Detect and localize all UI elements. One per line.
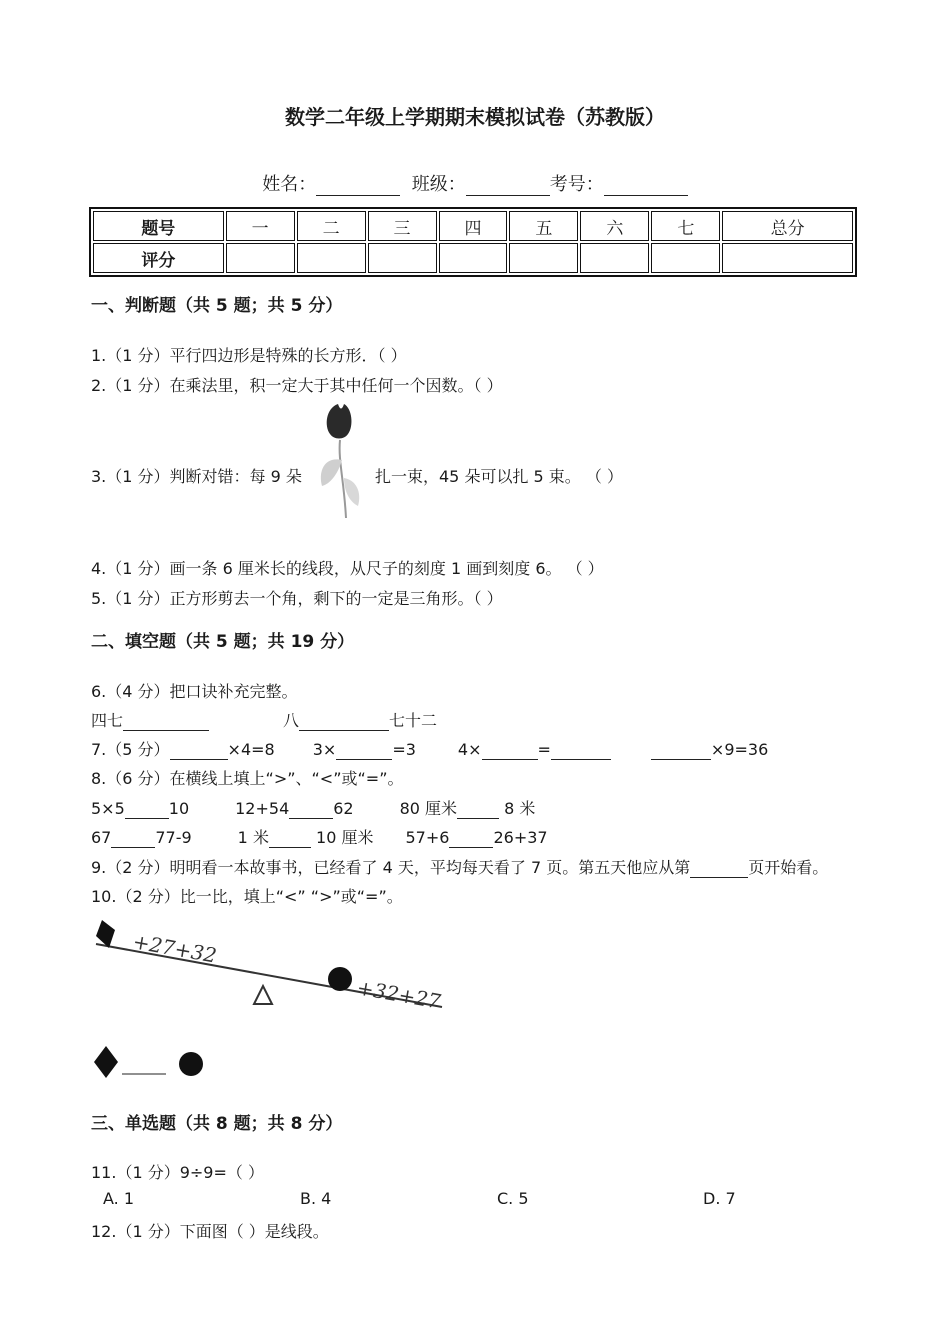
q8-r2-blank-c[interactable] [449, 831, 493, 848]
q8-r2-b-right: 10 厘米 [310, 828, 374, 847]
question-6: 6.（4 分）把口诀补充完整。 [91, 682, 298, 701]
q8-r1-b-left: 12+54 [235, 799, 290, 818]
score-header-cell: 二 [297, 211, 366, 241]
q11-option-a[interactable]: A. 1 [103, 1189, 135, 1208]
score-cell[interactable] [226, 243, 295, 273]
q8-r2-a-right: 77-9 [155, 828, 192, 847]
score-header-cell: 总分 [722, 211, 853, 241]
score-header-cell: 题号 [93, 211, 224, 241]
score-table [89, 207, 857, 277]
q8-r2-c-left: 57+6 [405, 828, 450, 847]
question-7 [91, 737, 768, 760]
question-3-part-b: 扎一束，45 朵可以扎 5 束。 （ ） [375, 467, 623, 486]
score-cell[interactable] [722, 243, 853, 273]
number-blank[interactable] [604, 177, 688, 196]
q8-r2-b-left: 1 米 [237, 828, 269, 847]
score-cell[interactable] [651, 243, 720, 273]
seesaw-left-label: +27+32 [131, 929, 219, 968]
q6-item-c: 七十二 [389, 711, 438, 730]
q11-option-c[interactable]: C. 5 [497, 1189, 529, 1208]
q8-r1-a-left: 5×5 [91, 799, 125, 818]
question-12: 12.（1 分）下面图（ ）是线段。 [91, 1222, 329, 1241]
score-cell[interactable] [439, 243, 508, 273]
q8-r1-blank-b[interactable] [289, 802, 333, 819]
q9-blank[interactable] [690, 861, 748, 878]
question-8: 8.（6 分）在横线上填上“>”、“<”或“=”。 [91, 769, 404, 788]
score-cell[interactable] [580, 243, 649, 273]
q7-part-a: ×4=8 [227, 740, 275, 759]
q8-r1-blank-c[interactable] [457, 802, 499, 819]
class-label: 班级： [411, 174, 466, 195]
question-9 [91, 855, 828, 878]
student-info-line [0, 170, 950, 196]
q11-option-b[interactable]: B. 4 [300, 1189, 332, 1208]
q7-blank-d[interactable] [651, 743, 711, 760]
q7-part-d: ×9=36 [710, 740, 769, 759]
section-heading-fill-blank: 二、填空题（共 5 题；共 19 分） [91, 632, 355, 652]
q7-blank-a[interactable] [170, 743, 228, 760]
q9-text-a: 9.（2 分）明明看一本故事书，已经看了 4 天，平均每天看了 7 页。第五天他应从第 [91, 858, 691, 877]
class-blank[interactable] [466, 177, 550, 196]
question-10: 10.（2 分）比一比，填上“<” “>”或“=”。 [91, 887, 403, 906]
score-header-cell: 四 [439, 211, 508, 241]
number-label: 考号： [549, 174, 604, 195]
seesaw-right-label: +32+27 [355, 975, 443, 1014]
score-table-header-row [93, 211, 853, 241]
q8-r1-c-right: 8 米 [499, 799, 536, 818]
q8-r2-blank-a[interactable] [111, 831, 155, 848]
q8-r1-b-right: 62 [333, 799, 354, 818]
question-8-row-1 [91, 796, 535, 819]
score-cell[interactable] [368, 243, 437, 273]
q8-r2-blank-b[interactable] [269, 831, 311, 848]
question-11: 11.（1 分）9÷9=（ ） [91, 1163, 264, 1182]
rose-leaf-left [321, 459, 342, 486]
name-blank[interactable] [316, 177, 400, 196]
score-header-cell: 七 [651, 211, 720, 241]
score-header-cell: 六 [580, 211, 649, 241]
score-row-label: 评分 [93, 243, 224, 273]
q6-item-a: 四七 [91, 711, 124, 730]
q7-blank-c2[interactable] [551, 743, 611, 760]
q7-part-b1: 3× [312, 740, 337, 759]
circle-shape-compare [179, 1052, 203, 1076]
rose-bloom [327, 404, 352, 439]
name-label: 姓名： [262, 174, 317, 195]
section-heading-single-choice: 三、单选题（共 8 题；共 8 分） [91, 1114, 343, 1134]
q7-part-c1: 4× [457, 740, 482, 759]
q6-blank-b[interactable] [299, 714, 389, 731]
fulcrum-triangle [254, 986, 272, 1004]
score-header-cell: 一 [226, 211, 295, 241]
question-1: 1.（1 分）平行四边形是特殊的长方形．（ ） [91, 346, 407, 365]
q8-r2-a-left: 67 [91, 828, 112, 847]
question-6-line [91, 708, 437, 731]
q8-r1-blank-a[interactable] [125, 802, 169, 819]
score-header-cell: 五 [509, 211, 578, 241]
page-title: 数学二年级上学期期末模拟试卷（苏教版） [285, 105, 665, 129]
question-2: 2.（1 分）在乘法里，积一定大于其中任何一个因数。（ ） [91, 376, 503, 395]
q11-option-d[interactable]: D. 7 [703, 1189, 736, 1208]
q7-part-c2: = [537, 740, 551, 759]
q9-text-b: 页开始看。 [748, 858, 829, 877]
score-header-cell: 三 [368, 211, 437, 241]
circle-shape [328, 967, 352, 991]
section-heading-judgement: 一、判断题（共 5 题；共 5 分） [91, 296, 343, 316]
q7-blank-b[interactable] [336, 743, 392, 760]
diamond-shape-compare [94, 1046, 118, 1078]
score-table-score-row [93, 243, 853, 273]
q7-part-b2: =3 [392, 740, 416, 759]
score-cell[interactable] [509, 243, 578, 273]
q7-prefix: 7.（5 分） [91, 740, 170, 759]
score-cell[interactable] [297, 243, 366, 273]
q6-item-b: 八 [283, 711, 300, 730]
seesaw-figure [90, 912, 460, 1022]
q8-r1-c-left: 80 厘米 [399, 799, 458, 818]
question-5: 5.（1 分）正方形剪去一个角，剩下的一定是三角形。（ ） [91, 589, 503, 608]
compare-diamond-circle [92, 1044, 212, 1080]
q6-blank-a[interactable] [123, 714, 209, 731]
question-3-part-a: 3.（1 分）判断对错：每 9 朵 [91, 467, 302, 486]
rose-leaf-right [344, 478, 359, 506]
question-8-row-2 [91, 825, 548, 848]
question-4: 4.（1 分）画一条 6 厘米长的线段，从尺子的刻度 1 画到刻度 6。 （ ） [91, 559, 604, 578]
rose-flower-image [314, 400, 368, 520]
q8-r1-a-right: 10 [168, 799, 190, 818]
q8-r2-c-right: 26+37 [493, 828, 548, 847]
q7-blank-c1[interactable] [482, 743, 538, 760]
